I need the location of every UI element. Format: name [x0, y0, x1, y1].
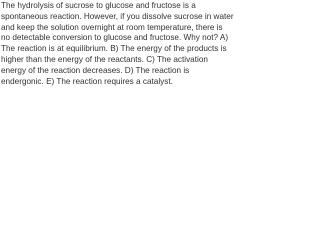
question-text: The hydrolysis of sucrose to glucose and fructose is a spontaneous reaction. However, if you dissolve sucrose in water and keep the solution overnight at room temperature, there is no detectable conversion to glucose and fructose. Why not? A) The reaction is at equilibrium. B) The energy of the products is higher than the energy of the reactants. C) The activation energy of the reaction decreases. D) The reaction is endergonic. E) The reaction requires a catalyst. [1, 1, 234, 86]
